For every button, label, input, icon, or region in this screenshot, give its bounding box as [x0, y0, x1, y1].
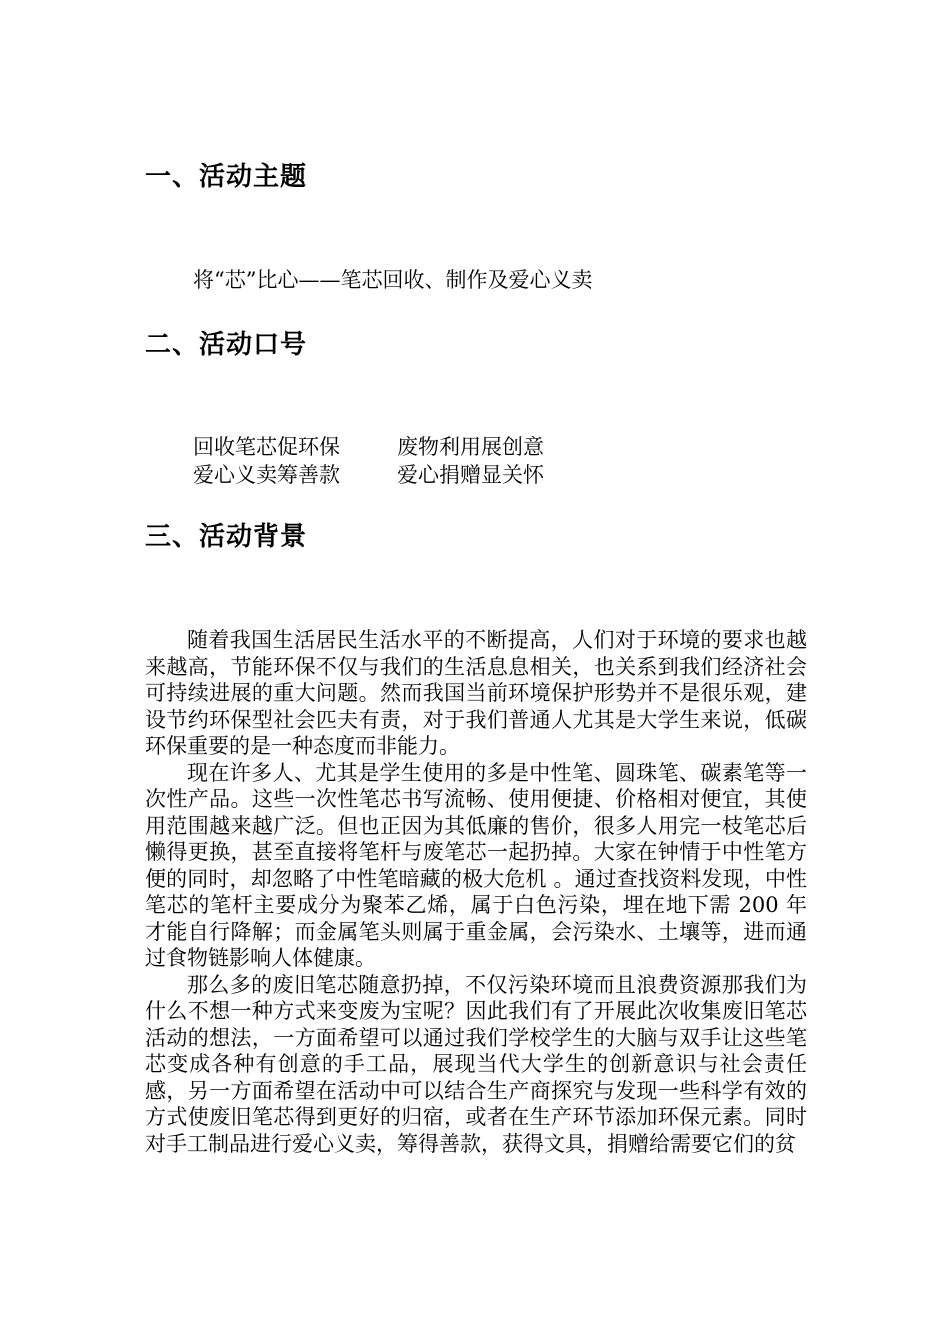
- background-paragraph: 那么多的废旧笔芯随意扔掉，不仅污染环境而且浪费资源那我们为什么不想一种方式来变废为宝呢？因此我们有了开展此次收集废旧笔芯活动的想法，一方面希望可以通过我们学校学生的大脑与双手让这些笔芯变成各种有创意的手工品，展现当代大学生的创新意识与社会责任感，另一方面希望在活动中可以结合生产商探究与发现一些科学有效的方式使废旧笔芯得到更好的归宿，或者在生产环节添加环保元素。同时对手工制品进行爱心义卖，筹得善款，获得文具，捐赠给需要它们的贫: [145, 972, 807, 1156]
- slogan-line: [193, 461, 544, 489]
- theme-text: 将“芯”比心——笔芯回收、制作及爱心义卖: [193, 268, 593, 292]
- section-heading-slogan: 二、活动口号: [145, 330, 308, 360]
- slogan-phrase: 回收笔芯促环保: [193, 435, 340, 459]
- background-paragraph: 现在许多人、尤其是学生使用的多是中性笔、圆珠笔、碳素笔等一次性产品。这些一次性笔芯书写流畅、使用便捷、价格相对便宜，其使用范围越来越广泛。但也正因为其低廉的售价，很多人用完一枝笔芯后懒得更换，甚至直接将笔杆与废笔芯一起扔掉。大家在钟情于中性笔方便的同时，却忽略了中性笔暗藏的极大危机 。通过查找资料发现，中性笔芯的笔杆主要成分为聚苯乙烯，属于白色污染，埋在地下需 200 年才能自行降解；而金属笔头则属于重金属，会污染水、土壤等，进而通过食物链影响人体健康。: [145, 760, 807, 970]
- slogan-phrase: 爱心义卖筹善款: [193, 463, 340, 487]
- slogan-phrase: 废物利用展创意: [397, 435, 544, 459]
- slogan-line: [193, 433, 544, 461]
- slogan-block: [193, 433, 544, 489]
- background-paragraph: 随着我国生活居民生活水平的不断提高，人们对于环境的要求也越来越高，节能环保不仅与我们的生活息息相关，也关系到我们经济社会可持续进展的重大问题。然而我国当前环境保护形势并不是很乐观，建设节约环保型社会匹夫有责，对于我们普通人尤其是大学生来说，低碳环保重要的是一种态度而非能力。: [145, 628, 807, 758]
- section-heading-theme: 一、活动主题: [145, 162, 308, 192]
- background-body: [145, 627, 807, 1157]
- slogan-phrase: 爱心捐赠显关怀: [397, 463, 544, 487]
- section-heading-background: 三、活动背景: [145, 522, 308, 552]
